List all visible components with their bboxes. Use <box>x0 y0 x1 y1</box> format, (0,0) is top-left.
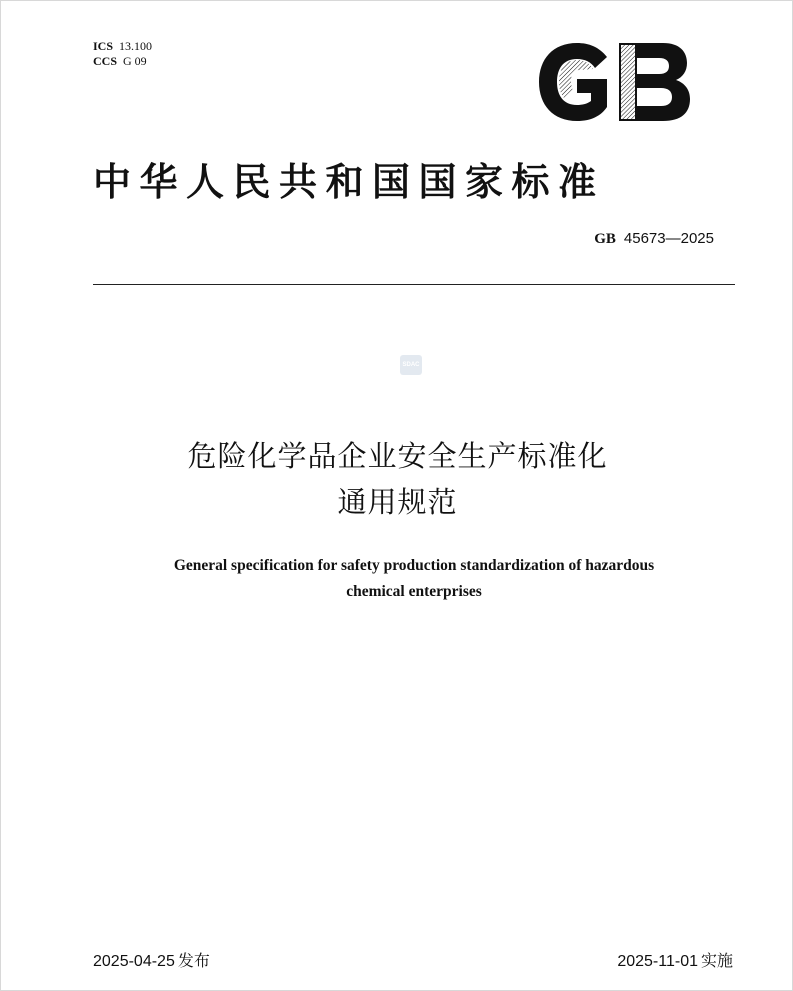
ccs-code <box>93 54 152 69</box>
title-chinese <box>1 433 793 525</box>
standard-name: 中华人民共和国国家标准 <box>93 159 605 204</box>
ccs-value: G 09 <box>123 54 147 68</box>
title-english <box>1 553 793 605</box>
ics-code <box>93 39 152 54</box>
classification-codes <box>93 39 152 69</box>
ccs-label: CCS <box>93 54 118 68</box>
implement-date-label: 实施 <box>700 951 733 970</box>
gb-logo <box>535 41 693 123</box>
publish-date-label: 发布 <box>177 951 210 970</box>
gb-logo-g-letter <box>539 43 607 121</box>
title-english-line-1: General specification for safety production standardization of hazardous <box>173 557 655 574</box>
ics-label: ICS <box>93 39 114 53</box>
title-chinese-line-1: 危险化学品企业安全生产标准化 <box>187 439 608 473</box>
publish-date-value: 2025-04-25 <box>93 953 175 970</box>
implement-date-value: 2025-11-01 <box>617 953 698 970</box>
ics-value: 13.100 <box>119 39 153 53</box>
watermark-logo: SDAC <box>400 355 422 375</box>
implement-date <box>617 948 733 971</box>
header-divider <box>93 284 735 285</box>
title-chinese-line-2: 通用规范 <box>337 485 458 519</box>
standard-code-prefix: GB <box>594 231 616 247</box>
publish-date <box>93 948 210 971</box>
gb-logo-b-shade <box>621 45 635 119</box>
standard-code-number: 45673—2025 <box>623 230 714 247</box>
title-english-line-2: chemical enterprises <box>346 583 482 600</box>
standard-code <box>594 230 714 248</box>
